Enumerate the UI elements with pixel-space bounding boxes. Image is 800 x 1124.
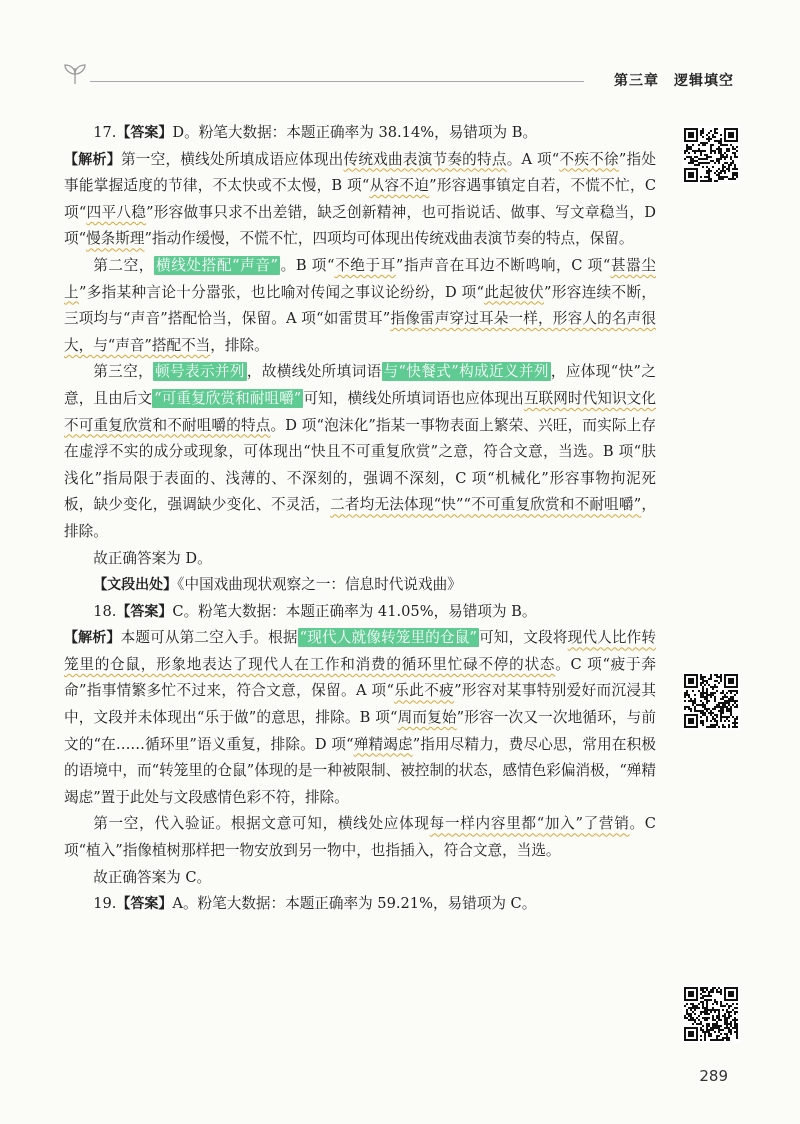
text-run: ”形容连续不断，三项均与“声音”搭配恰当，保留。A 项“如雷贯耳”: [64, 283, 656, 328]
text-run: 第一空，横线处所填成语应体现出: [120, 150, 344, 168]
text-run: 。D 项“泡沫化”指某一事物表面上繁荣、兴旺，而实际上存在虚浮不实的成分或现象，可体现出“快且不可重复欣赏”之意，符合文意，当选。B 项“肤浅化”指局限于表面的、浅薄的、不深刻的，强调不深刻，C 项“机械化”形容事物拘泥死板，缺少变化，强调缺少变化、不灵活，: [64, 416, 656, 514]
q17-source: [64, 572, 656, 599]
header-rule: [90, 81, 584, 82]
text-run: ，排除。: [210, 336, 269, 354]
underlined-text: 不疾不徐: [559, 150, 619, 168]
text-run: ”形容一次又一次地循环，与前文的“在……循环里”语义重复，排除。D 项“: [64, 709, 656, 753]
underlined-text: 不绝于耳: [334, 256, 396, 274]
section-tag: 【文段出处】: [93, 577, 178, 594]
text-run: ”指声音在耳边不断鸣响，C 项“: [395, 256, 611, 274]
text-run: ”指动作缓慢，不慌不忙，四项均可体现出传统戏曲表演节奏的特点，保留。: [144, 230, 634, 248]
underlined-text: 指像雷声穿过耳朵一样，形容人的名声很大，与“声音”搭配不当: [64, 310, 656, 354]
section-tag: 【答案】: [116, 603, 173, 620]
text-run: 本题可从第二空入手。根据: [120, 629, 298, 647]
q18-answer: [64, 599, 656, 626]
underlined-text: 殚精竭虑: [353, 735, 413, 753]
text-run: D。粉笔大数据：本题正确率为 38.14%，易错项为 B。: [172, 124, 538, 141]
q17-analysis-p3: [64, 359, 656, 545]
text-run: 《中国戏曲现状观察之一：信息时代说戏曲》: [177, 576, 462, 594]
highlighted-text: “可重复欣赏和耐咀嚼”: [154, 389, 302, 407]
text-run: A。粉笔大数据：本题正确率为 59.21%，易错项为 C。: [172, 895, 537, 913]
section-tag: 【解析】: [64, 630, 121, 647]
q18-analysis-p2: [64, 811, 656, 864]
underlined-text: 甚嚣尘上: [64, 256, 656, 301]
underlined-text: 每一样内容里都“加入”了营销: [429, 815, 630, 833]
text-run: 。A 项“: [506, 150, 560, 168]
page-header: [62, 70, 734, 92]
text-run: ，排除。: [64, 496, 656, 540]
text-run: ，故横线处所填词语: [246, 363, 382, 381]
q17-answer: [64, 120, 656, 147]
qr-code-icon[interactable]: [682, 985, 740, 1043]
underlined-text: 现代人比作转笼里的仓鼠，形象地表达了现代人在工作和消费的循环里忙碌不停的状态: [64, 629, 656, 673]
underlined-text: 四平八稳: [86, 203, 147, 221]
text-run: 第二空，: [93, 256, 155, 274]
text-run: 可知，文段将: [478, 629, 568, 647]
text-run: 。B 项“: [280, 256, 335, 274]
underlined-text: 二者均无法体现“快”“不可重复欣赏和不耐咀嚼”: [330, 496, 642, 514]
section-tag: 【解析】: [64, 151, 121, 168]
leaf-icon: [62, 62, 88, 86]
highlighted-text: 顿号表示并列: [155, 363, 245, 381]
text-run: 第一空，代入验证。根据文意可知，横线处应体现: [93, 815, 430, 833]
text-run: 17.: [93, 124, 117, 141]
q17-conclusion: 故正确答案为 D。: [93, 549, 212, 567]
underlined-text: 此起彼伏: [484, 283, 545, 301]
q18-analysis-p1: [64, 625, 656, 811]
text-run: ，应体现“快”之意，且由后文: [64, 363, 656, 407]
text-run: 第三空，: [93, 363, 154, 381]
text-run: 可知，横线处所填词语也应体现出: [303, 389, 524, 407]
underlined-text: 传统戏曲表演节奏的特点: [343, 150, 507, 168]
text-run: 。C 项“疲于奔命”指事情繁多忙不过来，符合文意，保留。A 项“: [64, 655, 656, 700]
underlined-text: 周而复始: [397, 709, 457, 727]
page-content: [64, 120, 656, 918]
chapter-title: 第三章 逻辑填空: [614, 73, 734, 89]
text-run: ”形容遇事镇定自若，不慌不忙，C 项“: [64, 177, 656, 221]
underlined-text: 从容不迫: [369, 177, 430, 195]
page-number: 289: [699, 1067, 728, 1085]
text-run: ”多指某种言论十分嚣张，也比喻对传闻之事议论纷纷，D 项“: [78, 283, 484, 301]
section-tag: 【答案】: [116, 125, 173, 141]
underlined-text: 互联网时代知识文化不可重复欣赏和不耐咀嚼的特点: [64, 389, 656, 434]
text-run: ”形容做事只求不出差错，缺乏创新精神，也可指说话、做事、写文章稳当，D 项“: [64, 203, 656, 248]
text-run: ”形容对某事特别爱好而沉浸其中，文段并未体现出“乐于做”的意思，排除。B 项“: [64, 682, 656, 727]
highlighted-text: 与“快餐式”构成近义并列: [383, 363, 549, 381]
text-run: 18.: [93, 602, 117, 620]
text-run: ”指处事能掌握适度的节律，不太快或不太慢，B 项“: [64, 150, 656, 195]
underlined-text: 乐此不疲: [393, 682, 455, 700]
q19-answer: [64, 891, 656, 918]
highlighted-text: 横线处搭配“声音”: [156, 256, 278, 274]
q18-conclusion: 故正确答案为 C。: [93, 868, 212, 886]
highlighted-text: “现代人就像转笼里的仓鼠”: [299, 629, 477, 647]
text-run: C。粉笔大数据：本题正确率为 41.05%，易错项为 B。: [172, 602, 537, 620]
q17-analysis-p1: [64, 147, 656, 253]
qr-code-icon[interactable]: [682, 126, 740, 184]
q17-analysis-p2: [64, 253, 656, 359]
text-run: 。C 项“植入”指像植树那样把一物安放到另一物中，也指插入，符合文意，当选。: [64, 815, 656, 860]
text-run: 19.: [93, 895, 117, 913]
section-tag: 【答案】: [116, 896, 173, 913]
text-run: ”指用尽精力，费尽心思，常用在积极的语境中，而“转笼里的仓鼠”体现的是一种被限制、被控制的状态，感情色彩偏消极，“殚精竭虑”置于此处与文段感情色彩不符，排除。: [64, 735, 656, 806]
underlined-text: 慢条斯理: [86, 230, 145, 248]
qr-code-icon[interactable]: [682, 672, 740, 730]
